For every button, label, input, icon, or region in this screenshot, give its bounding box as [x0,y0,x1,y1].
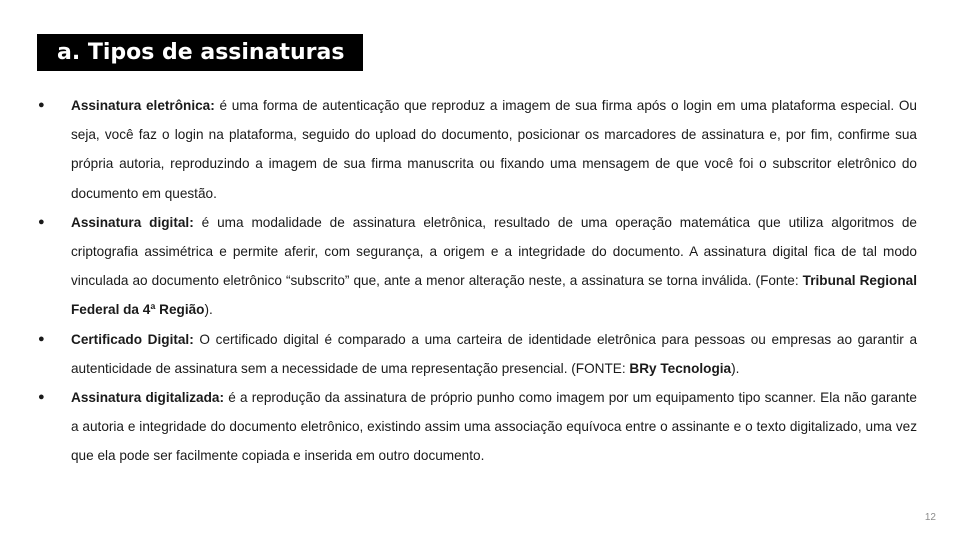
bullet-term: Certificado Digital: [71,331,194,347]
bullet-tail: ). [731,360,740,376]
bullet-list [37,91,917,471]
bullet-term: Assinatura digital: [71,214,194,230]
bullet-dot-icon: ● [38,391,45,404]
bullet-assinatura-digitalizada [37,383,917,471]
slide-title: a. Tipos de assinaturas [37,34,363,71]
bullet-text: O certificado digital é comparado a uma carteira de identidade eletrônica para pessoas ou empresas ao garantir a autenticidade de assinatura sem a necessidade de uma representação presencial. (FONTE: [71,331,918,376]
bullet-term: Assinatura digitalizada: [71,390,225,406]
bullet-tail: ). [204,302,213,318]
bullet-text: é uma forma de autenticação que reproduz a imagem de sua firma após o login em uma plataforma especial. Ou seja, você faz o login na plataforma, seguido do upload do documento, posicionar os marcadores de assinatura e, por fim, confirme sua própria autoria, reproduzindo a imagem de sua firma manuscrita ou fixando uma mensagem de que você foi o subscritor eletrônico do documento em questão. [71,98,917,201]
bullet-dot-icon: ● [38,99,45,111]
bullet-dot-icon: ● [38,332,45,345]
bullet-source: BRy Tecnologia [629,360,732,376]
bullet-source: Tribunal Regional Federal da 4ª Região [71,273,917,318]
bullet-certificado-digital [37,325,917,383]
page-number: 12 [924,512,936,523]
bullet-assinatura-eletronica [37,91,917,208]
bullet-assinatura-digital [37,208,917,325]
bullet-text: é a reprodução da assinatura de próprio punho como imagem por um equipamento tipo scanner. Ela não garante a autoria e integridade do documento eletrônico, existindo assim uma associação equívoca entre o assinante e o texto digitalizado, uma vez que ela pode ser facilmente copiada e inserida em outro documento. [71,390,917,464]
bullet-dot-icon: ● [38,215,45,228]
bullet-term: Assinatura eletrônica: [71,98,215,113]
bullet-text: é uma modalidade de assinatura eletrônica, resultado de uma operação matemática que utiliza algoritmos de criptografia assimétrica e permite aferir, com segurança, a origem e a integridade do documento. A assinatura digital fica de tal modo vinculada ao documento eletrônico “subscrito” que, ante a menor alteração neste, a assinatura se torna inválida. (Fonte: [71,214,917,289]
